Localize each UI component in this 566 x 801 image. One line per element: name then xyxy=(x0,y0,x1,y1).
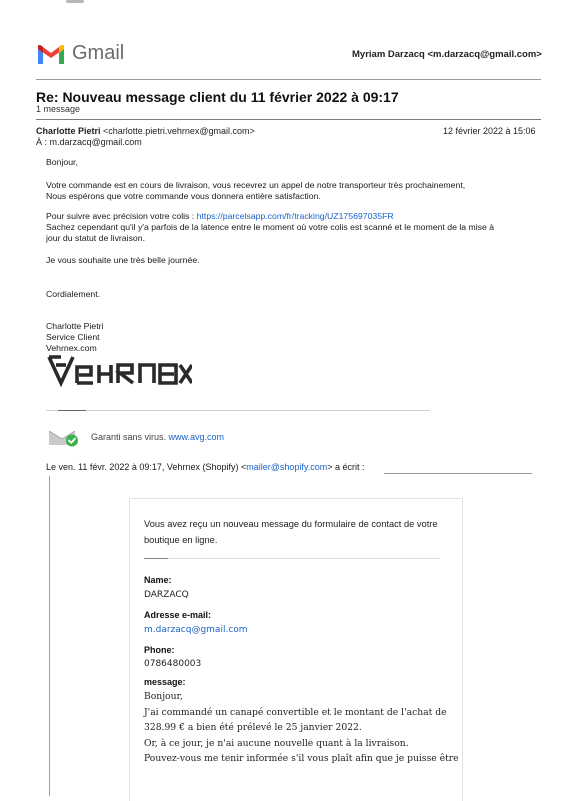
body-line: Sachez cependant qu'il y'a parfois de la latence entre le moment où votre colis est scanné et le moment de la mise à xyxy=(46,222,495,232)
tracking-line xyxy=(46,211,494,222)
field-label-phone: Phone: xyxy=(144,645,175,655)
sender-name: Charlotte Pietri xyxy=(36,126,101,136)
signature xyxy=(46,321,103,354)
field-value-email[interactable]: m.darzacq@gmail.com xyxy=(144,625,248,635)
signature-divider-accent xyxy=(58,410,86,411)
body-line: jour du statut de livraison. xyxy=(46,233,145,243)
subject-divider xyxy=(36,119,541,120)
message-date: 12 février 2022 à 15:06 xyxy=(443,126,536,136)
avg-text: Garanti sans virus. xyxy=(91,432,169,442)
scan-artifact xyxy=(66,0,84,3)
field-label-email: Adresse e-mail: xyxy=(144,610,212,620)
avg-link[interactable]: www.avg.com xyxy=(168,432,225,442)
tracking-prefix: Pour suivre avec précision votre colis : xyxy=(46,211,197,221)
recipient-prefix: À : xyxy=(36,137,48,147)
quote-sender-link[interactable]: mailer@shopify.com xyxy=(246,462,328,472)
header-divider xyxy=(36,79,541,80)
vehrnex-logo xyxy=(47,353,192,387)
thread-subject: Re: Nouveau message client du 11 février 2022 à 09:17 xyxy=(36,89,399,105)
greeting: Bonjour, xyxy=(46,157,78,167)
sender-email: <charlotte.pietri.vehrnex@gmail.com> xyxy=(103,126,255,136)
field-value-phone: 0786480003 xyxy=(144,659,202,669)
field-value-message xyxy=(144,689,459,767)
avg-shield-check-icon xyxy=(48,427,80,447)
avg-note xyxy=(91,432,224,442)
message-line: 328.99 € a bien été prélevé le 25 janvier 2022. xyxy=(144,722,362,733)
quote-header-prefix: Le ven. 11 févr. 2022 à 09:17, Vehrnex (Shopify) < xyxy=(46,462,247,472)
field-value-name: DARZACQ xyxy=(144,590,189,600)
closing: Cordialement. xyxy=(46,289,101,299)
quote-header-suffix: > a écrit : xyxy=(327,462,365,472)
tracking-link[interactable]: https://parcelsapp.com/fr/tracking/UZ175697035FR xyxy=(196,211,394,221)
message-count: 1 message xyxy=(36,104,81,114)
signature-site: Vehrnex.com xyxy=(46,343,97,353)
gmail-wordmark: Gmail xyxy=(72,42,125,64)
signature-role: Service Client xyxy=(46,332,100,342)
contact-form-intro: Vous avez reçu un nouveau message du formulaire de contact de votre boutique en ligne. xyxy=(144,519,438,545)
signature-divider xyxy=(46,410,430,411)
message-line: Pouvez-vous me tenir informée s'il vous plaît afin que je puisse être xyxy=(144,753,459,764)
recipient xyxy=(36,137,142,147)
body-line: Nous espérons que votre commande vous donnera entière satisfaction. xyxy=(46,191,321,201)
body-paragraph-tracking xyxy=(46,211,494,244)
card-divider xyxy=(144,558,440,559)
body-paragraph-1 xyxy=(46,180,465,202)
account-user: Myriam Darzacq <m.darzacq@gmail.com> xyxy=(352,49,542,60)
quote-indent-bar xyxy=(49,476,50,796)
message-line: Bonjour, xyxy=(144,691,183,702)
recipient-email: m.darzacq@gmail.com xyxy=(49,137,142,147)
field-label-name: Name: xyxy=(144,575,172,585)
sender xyxy=(36,126,255,136)
body-line: Votre commande est en cours de livraison, vous recevrez un appel de notre transporteur très prochainement, xyxy=(46,180,466,190)
quote-header xyxy=(46,462,365,472)
message-line: J'ai commandé un canapé convertible et le montant de l'achat de xyxy=(144,706,447,718)
card-divider-accent xyxy=(144,558,168,559)
gmail-logo-icon xyxy=(36,44,66,66)
message-line: Or, à ce jour, je n'ai aucune nouvelle quant à la livraison. xyxy=(144,737,409,749)
field-label-message: message: xyxy=(144,677,186,687)
signature-name: Charlotte Pietri xyxy=(46,321,104,331)
quote-rule xyxy=(384,473,532,474)
wish-line: Je vous souhaite une très belle journée. xyxy=(46,255,200,265)
